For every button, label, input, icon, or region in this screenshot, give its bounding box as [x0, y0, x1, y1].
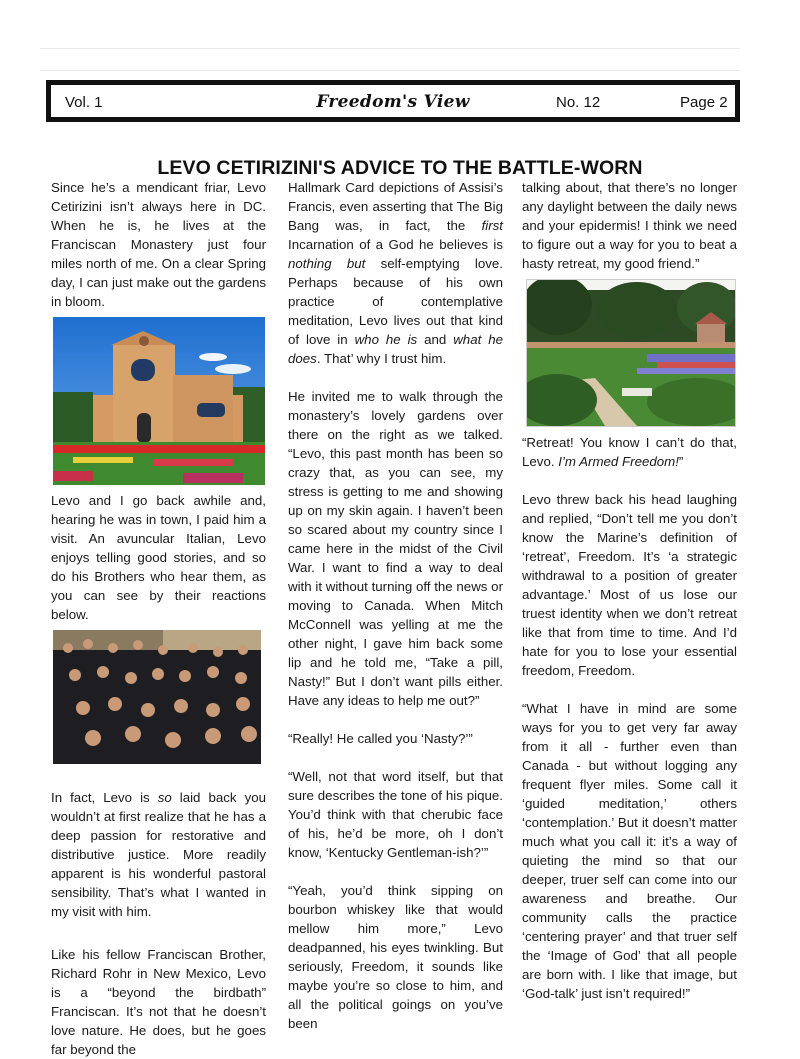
- paragraph: “Yeah, you’d think sipping on bourbon whiskey like that would mellow him more,” Levo deadpanned, his eyes twinkling. But seriously, Freedom, it sounds like maybe you’re so close to him, and all the political goings on you’ve been: [288, 883, 503, 1031]
- article-column-3: [522, 178, 737, 1003]
- volume-label: Vol. 1: [65, 94, 103, 111]
- paragraph: Hallmark Card depictions of Assisi’s Francis, even asserting that The Big Bang was, in fact, the first Incarnation of a God he believes is nothing but self-emptying love. Perhaps because of his own practice of contemplative meditation, Levo lives out that kind of love in who he is and what he does. That’ why I trust him.: [288, 180, 503, 366]
- article-headline: LEVO CETIRIZINI'S ADVICE TO THE BATTLE-WORN: [157, 157, 643, 180]
- paragraph: “Really! He called you ‘Nasty?’”: [288, 731, 473, 746]
- scan-artifact-line: [40, 48, 740, 49]
- masthead: [46, 80, 740, 122]
- paragraph: Since he’s a mendicant friar, Levo Cetirizini isn’t always here in DC. When he is, he lives at the Franciscan Monastery just four miles north of me. On a clear Spring day, I can just make out the gardens in bloom.: [51, 180, 266, 309]
- monastery-photo: [53, 317, 265, 485]
- monastery-photo-icon: [53, 317, 265, 485]
- scan-artifact-line: [40, 70, 740, 71]
- paragraph: talking about, that there’s no longer any daylight between the daily news and your epidermis! I think we need to figure out a way for you to beat a hasty retreat, my good friend.”: [522, 180, 737, 271]
- paragraph: “Well, not that word itself, but that sure describes the tone of his pique. You’d think with that cherubic face of his, he’d be more, oh I don’t know, ‘Kentucky Gentleman-ish?’”: [288, 769, 503, 860]
- article-column-1: [51, 178, 266, 1059]
- paragraph: “Retreat! You know I can’t do that, Levo. I’m Armed Freedom!”: [522, 435, 737, 469]
- article-column-2: [288, 178, 503, 1033]
- paragraph: He invited me to walk through the monastery’s lovely gardens over there on the right as we talked. “Levo, this past month has been so crazy that, as you can see, my stress is getting to me and showing up on my skin again. I haven’t been so scared about my country since I came here in the midst of the Civil War. I want to find a way to deal with it without turning off the news or moving to Canada. When Mitch McConnell was yelling at me the other night, I gave him back some lip and he told me, “Take a pill, Nasty!” But I don’t want pills either. Have any ideas to help me out?”: [288, 389, 503, 708]
- paragraph: “What I have in mind are some ways for you to get very far away from it all - further even than Canada - but without logging any frequent flyer miles. Some call it ‘guided meditation,’ others ‘contemplation.’ But it doesn’t matter much what you call it: it’s a way of quieting the mind so that our deeper, truer self can come into our awareness and breathe. Our community calls the practice ‘centering prayer’ and that truer self the ‘Image of God’ that all people are born with. I like that image, but ‘God-talk’ just isn’t required!”: [522, 701, 737, 1001]
- garden-photo: [526, 279, 736, 427]
- newsletter-title: Freedom's View: [316, 92, 470, 112]
- friars-group-photo: [53, 630, 261, 764]
- paragraph: Levo threw back his head laughing and replied, “Don’t tell me you don’t know the Marine’s definition of ‘retreat’, Freedom. It’s ‘a strategic withdrawal to a position of greater advantage.’ Most of us lose our truest identity when we don’t retreat like that from time to time. And I’d hate for you to lose your essential freedom, Freedom.: [522, 492, 737, 678]
- group-of-friars-photo-icon: [53, 630, 261, 764]
- paragraph: In fact, Levo is so laid back you wouldn’t at first realize that he has a deep passion for restorative and distributive justice. More readily apparent is his wonderful pastoral sensibility. That’s what I wanted in my visit with him.: [51, 790, 267, 919]
- monastery-garden-photo-icon: [527, 280, 735, 426]
- page-number: Page 2: [680, 94, 728, 111]
- issue-number: No. 12: [556, 94, 601, 111]
- paragraph: Like his fellow Franciscan Brother, Richard Rohr in New Mexico, Levo is a “beyond the birdbath” Franciscan. It’s not that he doesn’t love nature. He does, but he goes far beyond the: [51, 947, 266, 1057]
- paragraph: Levo and I go back awhile and, hearing he was in town, I paid him a visit. An avuncular Italian, Levo enjoys telling good stories, and so do his Brothers who hear them, as you can see by their reactions below.: [51, 493, 266, 622]
